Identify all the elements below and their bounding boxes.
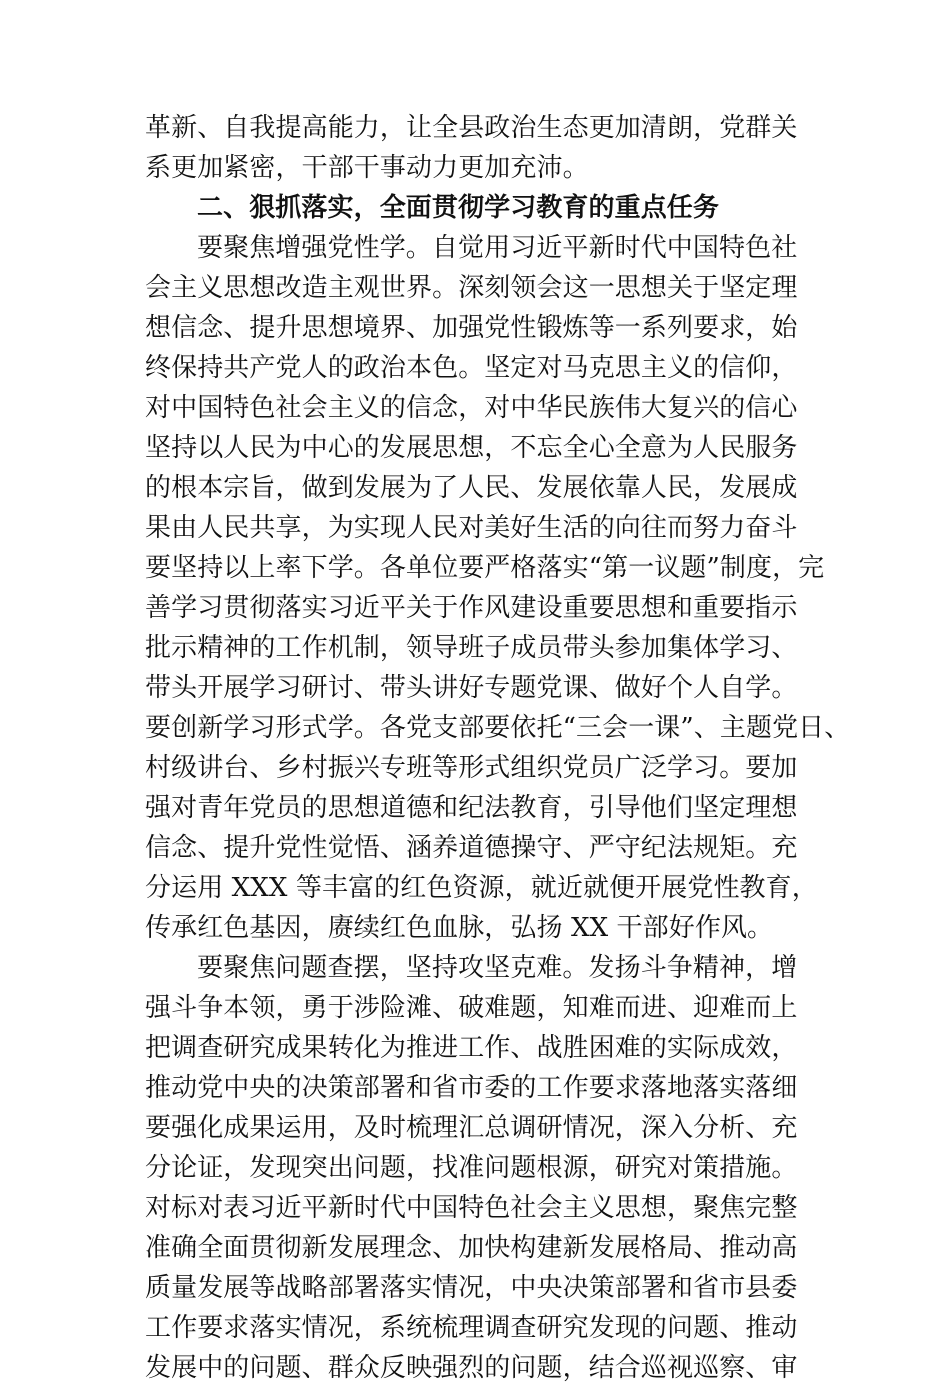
body-line: 批示精神的工作机制，领导班子成员带头参加集体学习、 xyxy=(145,633,798,663)
body-line: 发展中的问题、群众反映强烈的问题，结合巡视巡察、审 xyxy=(145,1353,798,1383)
body-line: 的根本宗旨，做到发展为了人民、发展依靠人民，发展成 xyxy=(145,473,798,503)
body-line: 坚持以人民为中心的发展思想，不忘全心全意为人民服务 xyxy=(145,433,798,463)
body-line: 终保持共产党人的政治本色。坚定对马克思主义的信仰， xyxy=(145,353,798,383)
body-line: 要强化成果运用，及时梳理汇总调研情况，深入分析、充 xyxy=(145,1113,798,1143)
body-line: 把调查研究成果转化为推进工作、战胜困难的实际成效， xyxy=(145,1033,798,1063)
body-line: 推动党中央的决策部署和省市委的工作要求落地落实落细 xyxy=(145,1073,798,1103)
body-line: 村级讲台、乡村振兴专班等形式组织党员广泛学习。要加 xyxy=(145,753,798,783)
body-line: 强斗争本领，勇于涉险滩、破难题，知难而进、迎难而上 xyxy=(145,993,798,1023)
body-line: 要坚持以上率下学。各单位要严格落实“第一议题”制度，完 xyxy=(145,553,825,583)
body-line: 带头开展学习研讨、带头讲好专题党课、做好个人自学。 xyxy=(145,673,798,703)
body-line: 善学习贯彻落实习近平关于作风建设重要思想和重要指示 xyxy=(145,593,798,623)
body-line: 信念、提升党性觉悟、涵养道德操守、严守纪法规矩。充 xyxy=(145,833,798,863)
section-heading: 二、狠抓落实，全面贯彻学习教育的重点任务 xyxy=(197,193,720,223)
body-line: 分运用 XXX 等丰富的红色资源，就近就便开展党性教育， xyxy=(145,873,818,903)
body-line: 系更加紧密，干部干事动力更加充沛。 xyxy=(145,153,589,183)
body-line: 会主义思想改造主观世界。深刻领会这一思想关于坚定理 xyxy=(145,273,798,303)
body-line: 准确全面贯彻新发展理念、加快构建新发展格局、推动高 xyxy=(145,1233,798,1263)
body-line: 工作要求落实情况，系统梳理调查研究发现的问题、推动 xyxy=(145,1313,798,1343)
body-line: 对标对表习近平新时代中国特色社会主义思想，聚焦完整 xyxy=(145,1193,798,1223)
body-line: 革新、自我提高能力，让全县政治生态更加清朗，党群关 xyxy=(145,113,798,143)
body-line: 强对青年党员的思想道德和纪法教育，引导他们坚定理想 xyxy=(145,793,798,823)
body-line: 对中国特色社会主义的信念，对中华民族伟大复兴的信心 xyxy=(145,393,798,423)
body-line: 果由人民共享，为实现人民对美好生活的向往而努力奋斗 xyxy=(145,513,798,543)
body-line: 质量发展等战略部署落实情况，中央决策部署和省市县委 xyxy=(145,1273,798,1303)
body-line: 要创新学习形式学。各党支部要依托“三会一课”、主题党日、 xyxy=(145,713,851,743)
document-body xyxy=(145,108,851,1388)
paragraph-first-line: 要聚焦问题查摆，坚持攻坚克难。发扬斗争精神，增 xyxy=(197,953,798,983)
body-line: 传承红色基因，赓续红色血脉，弘扬 XX 干部好作风。 xyxy=(145,913,774,943)
body-line: 想信念、提升思想境界、加强党性锻炼等一系列要求，始 xyxy=(145,313,798,343)
body-line: 分论证，发现突出问题，找准问题根源，研究对策措施。 xyxy=(145,1153,798,1183)
paragraph-first-line: 要聚焦增强党性学。自觉用习近平新时代中国特色社 xyxy=(197,233,798,263)
